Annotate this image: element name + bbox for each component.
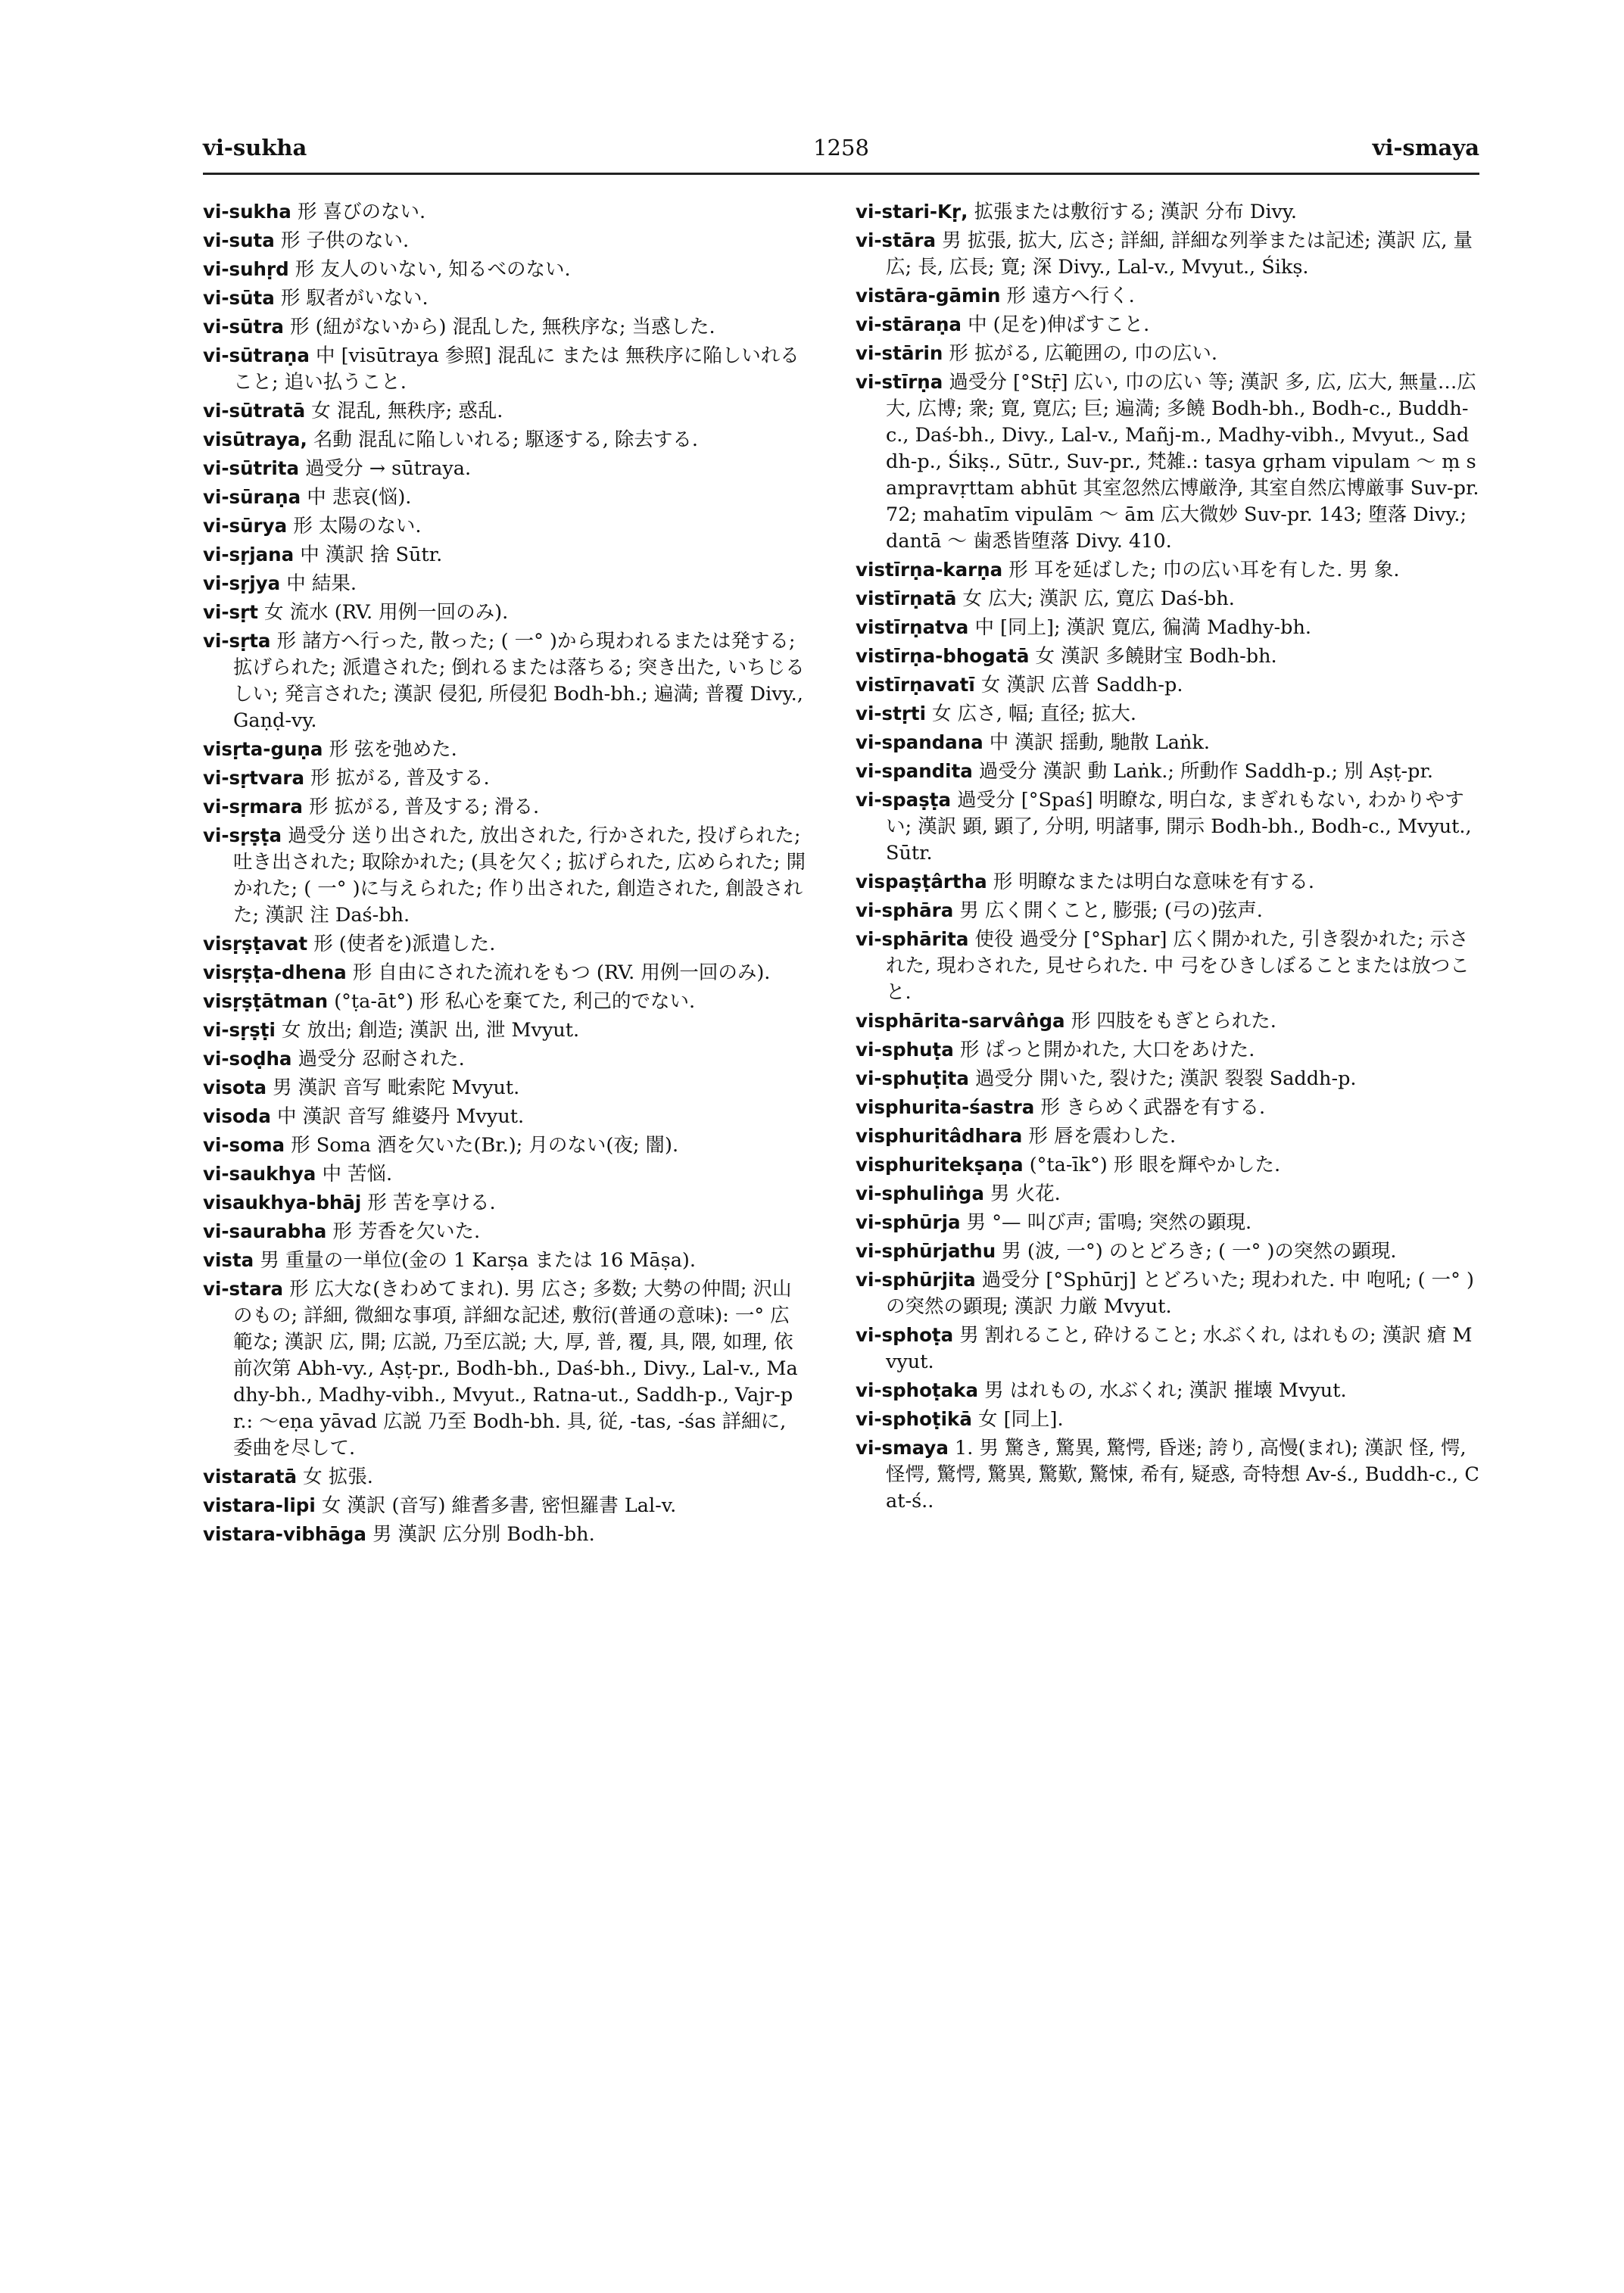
entry-headword: vistara-vibhāga	[203, 1523, 366, 1545]
dictionary-entry	[203, 1521, 809, 1548]
entry-headword: vistaratā	[203, 1466, 298, 1488]
left-column	[203, 198, 809, 2257]
dictionary-entry	[203, 1218, 809, 1245]
dictionary-entry	[203, 628, 809, 734]
dictionary-entry	[203, 313, 809, 341]
entry-headword: vi-sphūrjathu	[856, 1240, 996, 1262]
page-header	[203, 135, 1479, 175]
dictionary-entry	[856, 1377, 1481, 1404]
dictionary-entry	[203, 484, 809, 511]
entry-headword: vi-sṛmara	[203, 796, 303, 818]
entry-headword: visoda	[203, 1105, 271, 1127]
dictionary-entry	[856, 282, 1481, 310]
entry-headword: vistīrṇatā	[856, 587, 957, 609]
entry-headword: visphuritekṣaṇa	[856, 1154, 1024, 1176]
entry-definition: 女 漢訳 (音写) 維耆多書, 密怛羅書 Lal-v.	[321, 1494, 677, 1517]
dictionary-entry	[203, 793, 809, 821]
dictionary-entry	[856, 1266, 1481, 1320]
dictionary-entry	[203, 541, 809, 569]
dictionary-entry	[856, 311, 1481, 338]
entry-definition: 女 拡張.	[303, 1466, 373, 1488]
dictionary-entry	[203, 256, 809, 283]
entry-definition: 形 唇を震わした.	[1028, 1125, 1177, 1148]
entry-definition: 形 明瞭なまたは明白な意味を有する.	[993, 871, 1314, 893]
entry-definition: 形 諸方へ行った, 散った; ( 一° )から現われるまたは発する; 拡げられた; 派遣された; 倒れるまたは落ちる; 突き出た, いちじるしい; 発言された; 漢訳 侵犯, 所侵犯 Bodh-bh.; 遍満; 普覆 Divy., Gaṇḍ-vy.	[233, 630, 805, 732]
dictionary-entry	[856, 1406, 1481, 1433]
entry-headword: visūtraya,	[203, 428, 307, 450]
entry-definition: (°ta-īk°) 形 眼を輝やかした.	[1029, 1154, 1281, 1176]
entry-headword: vi-sūtratā	[203, 400, 306, 422]
dictionary-entry	[856, 1151, 1481, 1179]
entry-headword: vi-sphāra	[856, 899, 954, 921]
dictionary-entry	[856, 227, 1481, 281]
entry-headword: vistāra-gāmin	[856, 285, 1001, 307]
entry-headword: vi-suhṛd	[203, 258, 289, 280]
entry-definition: 過受分 → sūtraya.	[305, 457, 472, 480]
entry-definition: 女 放出; 創造; 漢訳 出, 泄 Mvyut.	[282, 1019, 580, 1042]
entry-headword: vi-sṛṣṭi	[203, 1019, 276, 1041]
entry-definition: 形 馭者がいない.	[280, 287, 429, 310]
right-column	[856, 198, 1481, 2257]
dictionary-entry	[856, 1322, 1481, 1375]
entry-definition: 過受分 忍耐された.	[298, 1048, 465, 1070]
entry-definition: 中 結果.	[286, 572, 357, 595]
entry-headword: visṛṣṭa-dhena	[203, 961, 347, 983]
dictionary-entry	[856, 1036, 1481, 1064]
entry-definition: 男 (波, 一°) のとどろき; ( 一° )の突然の顕現.	[1002, 1240, 1397, 1263]
entry-definition: (°ṭa-āt°) 形 私心を棄てた, 利己的でない.	[334, 990, 696, 1013]
entry-headword: vi-stārin	[856, 342, 943, 364]
page-number: 1258	[813, 135, 869, 160]
entry-definition: 名動 混乱に陥しいれる; 駆逐する, 除去する.	[313, 428, 699, 451]
entry-headword: vi-sphoṭikā	[856, 1408, 972, 1430]
entry-headword: visphuritâdhara	[856, 1125, 1023, 1147]
entry-headword: vi-sphuṭita	[856, 1067, 969, 1089]
dictionary-entry	[203, 1017, 809, 1044]
entry-definition: 中 漢訳 揺動, 馳散 Laṅk.	[989, 731, 1210, 754]
entry-headword: vistīrṇavatī	[856, 674, 975, 696]
entry-definition: 形 苦を享ける.	[367, 1192, 496, 1214]
entry-definition: 1. 男 驚き, 驚異, 驚愕, 昏迷; 誇り, 高慢(まれ); 漢訳 怪, 愕, 怪愕, 驚愕, 驚異, 驚歎, 驚悚, 希有, 疑惑, 奇特想 Av-ś., Buddh-c., Cat-ś..	[886, 1437, 1479, 1513]
entry-headword: vista	[203, 1249, 254, 1271]
dictionary-entry	[203, 930, 809, 958]
dictionary-entry	[856, 1238, 1481, 1265]
dictionary-entry	[856, 1180, 1481, 1207]
dictionary-entry	[856, 671, 1481, 699]
entry-definition: 女 漢訳 広普 Saddh-p.	[980, 674, 1183, 696]
entry-definition: 中 漢訳 音写 維婆丹 Mvyut.	[276, 1105, 525, 1128]
entry-definition: 過受分 漢訳 動 Laṅk.; 所動作 Saddh-p.; 別 Aṣṭ-pr.	[978, 760, 1433, 783]
entry-headword: vistīrṇatva	[856, 616, 969, 638]
entry-headword: vi-stara	[203, 1278, 283, 1300]
dictionary-entry	[856, 614, 1481, 641]
entry-headword: vi-stṛti	[856, 703, 927, 724]
entry-definition: 形 Soma 酒を欠いた(Br.); 月のない(夜; 闇).	[291, 1134, 679, 1157]
entry-definition: 男 重量の一単位(金の 1 Karṣa または 16 Māṣa).	[260, 1249, 696, 1272]
entry-definition: 形 太陽のない.	[293, 515, 422, 537]
entry-headword: visṛṣṭavat	[203, 933, 308, 955]
entry-definition: 男 拡張, 拡大, 広さ; 詳細, 詳細な列挙または記述; 漢訳 広, 量広; 長, 広長; 寛; 深 Divy., Lal-v., Mvyut., Śikṣ.	[886, 229, 1473, 279]
entry-headword: vi-saukhya	[203, 1163, 316, 1185]
entry-definition: 形 きらめく武器を有する.	[1040, 1096, 1266, 1119]
dictionary-entry	[203, 1247, 809, 1274]
entry-definition: 過受分 送り出された, 放出された, 行かされた, 投げられた; 吐き出された; 取除かれた; (具を欠く; 拡げられた, 広められた; 開かれた; ( 一° )に与えられた; 作り出された, 創造された, 創設された; 漢訳 注 Daś-bh.	[233, 824, 806, 927]
dictionary-entry	[856, 868, 1481, 896]
entry-definition: 女 広さ, 幅; 直径; 拡大.	[932, 703, 1136, 725]
entry-headword: vistīrṇa-bhogatā	[856, 645, 1030, 667]
entry-definition: 形 子供のない.	[280, 229, 410, 252]
entry-headword: vistara-lipi	[203, 1494, 316, 1516]
dictionary-entry	[856, 1435, 1481, 1515]
entry-headword: vi-sṛjya	[203, 572, 281, 594]
entry-definition: 男 広く開くこと, 膨張; (弓の)弦声.	[959, 899, 1263, 922]
entry-definition: 過受分 [°Spaś] 明瞭な, 明白な, まぎれもない, わかりやすい; 漢訳 顕, 顕了, 分明, 明諸事, 開示 Bodh-bh., Bodh-c., Mvyut., Sūtr.	[886, 789, 1472, 865]
entry-definition: 男 火花.	[990, 1182, 1061, 1205]
entry-headword: vi-spandana	[856, 731, 983, 753]
entry-definition: 形 芳香を欠いた.	[332, 1220, 481, 1243]
dictionary-entry	[856, 729, 1481, 756]
entry-definition: 女 広大; 漢訳 広, 寛広 Daś-bh.	[962, 587, 1235, 610]
entry-definition: 男 はれもの, 水ぶくれ; 漢訳 摧壊 Mvyut.	[984, 1379, 1347, 1402]
entry-definition: 女 混乱, 無秩序; 惑乱.	[311, 400, 503, 422]
entry-definition: 過受分 [°Sphūrj] とどろいた; 現われた. 中 咆吼; ( 一° ) の突然の顕現; 漢訳 力厳 Mvyut.	[886, 1269, 1474, 1318]
entry-headword: vi-sṛjana	[203, 544, 295, 565]
dictionary-entry	[203, 570, 809, 597]
header-left-guideword: vi-sukha	[203, 135, 307, 160]
dictionary-entry	[856, 700, 1481, 727]
dictionary-entry	[203, 765, 809, 792]
dictionary-entry	[856, 585, 1481, 612]
entry-definition: 形 四肢をもぎとられた.	[1071, 1010, 1276, 1033]
dictionary-entry	[856, 926, 1481, 1006]
entry-headword: vi-sukha	[203, 201, 291, 223]
entry-headword: vi-sṛta	[203, 630, 271, 652]
dictionary-entry	[856, 198, 1481, 226]
dictionary-entry	[203, 736, 809, 763]
dictionary-entry	[203, 988, 809, 1015]
entry-definition: 形 耳を延ばした; 巾の広い耳を有した. 男 象.	[1008, 559, 1400, 581]
entry-definition: 男 漢訳 広分別 Bodh-bh.	[372, 1523, 595, 1546]
entry-headword: vi-sphūrja	[856, 1211, 961, 1233]
entry-definition: 形 広大な(きわめてまれ). 男 広さ; 多数; 大勢の仲間; 沢山のもの; 詳細, 微細な事項, 詳細な記述, 敷衍(普通の意味): 一° 広範な; 漢訳 広, 開; 広説, 乃至広説; 大, 厚, 普, 覆, 具, 隈, 如理, 依前次第 Abh-vy., Aṣṭ-pr., Bodh-bh., Daś-bh., Divy., Lal-v., Madhy-bh., Madhy-vibh., Mvyut., Ratna-ut., Saddh-p., Vajr-pr.: ～eṇa yāvad 広説 乃至 Bodh-bh. 具, 従, -tas, -śas 詳細に, 委曲を尽して.	[233, 1278, 798, 1460]
dictionary-entry	[203, 959, 809, 986]
dictionary-entry	[856, 1123, 1481, 1150]
dictionary-entry	[203, 227, 809, 254]
entry-definition: 形 自由にされた流れをもつ (RV. 用例一回のみ).	[352, 961, 771, 984]
entry-headword: vi-soḍha	[203, 1048, 292, 1070]
entry-headword: vi-sṛtvara	[203, 767, 305, 789]
dictionary-entry	[203, 426, 809, 453]
entry-headword: vi-sphārita	[856, 928, 969, 950]
dictionary-entry	[203, 198, 809, 226]
entry-headword: visṛṣṭātman	[203, 990, 329, 1012]
dictionary-entry	[203, 397, 809, 425]
dictionary-entry	[856, 1209, 1481, 1236]
entry-headword: vi-suta	[203, 229, 275, 251]
entry-definition: 中 (足を)伸ばすこと.	[968, 313, 1150, 336]
entry-headword: vi-soma	[203, 1134, 285, 1156]
entry-headword: vi-spaṣṭa	[856, 789, 952, 811]
dictionary-entry	[856, 1094, 1481, 1121]
entry-definition: 女 [同上].	[977, 1408, 1064, 1431]
entry-headword: visota	[203, 1076, 267, 1098]
dictionary-entry	[203, 1463, 809, 1491]
entry-headword: vi-sphoṭaka	[856, 1379, 979, 1401]
entry-headword: visaukhya-bhāj	[203, 1192, 362, 1213]
dictionary-entry	[203, 1276, 809, 1462]
entry-headword: vi-sṛṣṭa	[203, 824, 282, 846]
dictionary-entry	[203, 1492, 809, 1519]
entry-definition: 女 漢訳 多饒財宝 Bodh-bh.	[1035, 645, 1277, 668]
entry-headword: vi-saurabha	[203, 1220, 327, 1242]
entry-headword: vi-stāra	[856, 229, 936, 251]
entry-definition: 男 割れること, 砕けること; 水ぶくれ, はれもの; 漢訳 瘡 Mvyut.	[886, 1324, 1473, 1373]
entry-headword: visṛta-guṇa	[203, 738, 323, 760]
dictionary-entry	[856, 340, 1481, 367]
dictionary-entry	[856, 758, 1481, 785]
entry-headword: vi-sūta	[203, 287, 275, 309]
dictionary-entry	[203, 822, 809, 929]
entry-headword: vi-sūtrita	[203, 457, 299, 479]
entry-headword: visphārita-sarvâṅga	[856, 1010, 1065, 1032]
entry-headword: visphurita-śastra	[856, 1096, 1035, 1118]
entry-definition: 形 拡がる, 広範囲の, 巾の広い.	[949, 342, 1218, 365]
entry-definition: 男 漢訳 音写 毗索陀 Mvyut.	[273, 1076, 520, 1099]
dictionary-entry	[203, 1103, 809, 1130]
dictionary-entry	[203, 1045, 809, 1073]
dictionary-entry	[203, 342, 809, 396]
entry-definition: 形 友人のいない, 知るべのない.	[295, 258, 571, 281]
entry-definition: 過受分 [°Stṝ] 広い, 巾の広い 等; 漢訳 多, 広, 広大, 無量…広大, 広博; 衆; 寛, 寛広; 巨; 遍満; 多饒 Bodh-bh., Bodh-c., Buddh-c., Daś-bh., Divy., Lal-v., Mañj-m., Madhy-vibh., Mvyut., Saddh-p., Śikṣ., Sūtr., Suv-pr., 梵雑.: tasya gṛham vipulam ～ ṃ sampravṛttam abhūt 其室忽然広博厳浄, 其室自然広博厳事 Suv-pr. 72; mahatīm vipulām ～ ām 広大微妙 Suv-pr. 143; 堕落 Divy.; dantā ～ 歯悉皆堕落 Divy. 410.	[886, 371, 1479, 553]
entry-headword: vi-sphoṭa	[856, 1324, 954, 1346]
header-right-guideword: vi-smaya	[1372, 135, 1479, 160]
dictionary-entry	[856, 897, 1481, 924]
entry-definition: 女 流水 (RV. 用例一回のみ).	[264, 601, 509, 624]
entry-definition: 男 °— 叫び声; 雷鳴; 突然の顕現.	[966, 1211, 1252, 1234]
entry-headword: vi-stāraṇa	[856, 313, 962, 335]
entry-headword: vi-sūrya	[203, 515, 288, 537]
dictionary-entry	[856, 369, 1481, 555]
entry-definition: 形 (紐がないから) 混乱した, 無秩序な; 当惑した.	[290, 316, 715, 338]
entry-headword: vi-sphuṭa	[856, 1039, 954, 1061]
dictionary-entry	[203, 512, 809, 540]
entry-headword: vi-sṛt	[203, 601, 258, 623]
dictionary-entry	[203, 285, 809, 312]
entry-definition: 使役 過受分 [°Sphar] 広く開かれた, 引き裂かれた; 示された, 現わされた, 見せられた. 中 弓をひきしぼることまたは放つこと.	[886, 928, 1470, 1004]
entry-headword: vi-sūtraṇa	[203, 344, 310, 366]
dictionary-entry	[856, 556, 1481, 584]
entry-definition: 形 弦を弛めた.	[329, 738, 457, 761]
entry-definition: 形 拡がる, 普及する; 滑る.	[309, 796, 540, 818]
dictionary-entry	[203, 455, 809, 482]
dictionary-entry	[856, 643, 1481, 670]
entry-definition: 形 ぱっと開かれた, 大口をあけた.	[959, 1039, 1255, 1061]
dictionary-entry	[203, 599, 809, 626]
entry-headword: vi-sphūrjita	[856, 1269, 976, 1291]
entry-definition: 形 拡がる, 普及する.	[310, 767, 490, 790]
dictionary-entry	[856, 1008, 1481, 1035]
dictionary-entry	[856, 787, 1481, 867]
entry-headword: vi-sūraṇa	[203, 486, 301, 508]
entry-definition: 過受分 開いた, 裂けた; 漢訳 裂裂 Saddh-p.	[975, 1067, 1357, 1090]
dictionary-entry	[856, 1065, 1481, 1092]
entry-definition: 中 [同上]; 漢訳 寛広, 徧満 Madhy-bh.	[974, 616, 1312, 639]
entry-headword: vispaṣṭârtha	[856, 871, 987, 893]
dictionary-entry	[203, 1074, 809, 1101]
dictionary-entry	[203, 1189, 809, 1217]
entry-headword: vi-stari-Kṛ,	[856, 201, 968, 223]
entry-headword: vi-spandita	[856, 760, 973, 782]
entry-headword: vi-sphuliṅga	[856, 1182, 984, 1204]
entry-headword: vi-sūtra	[203, 316, 284, 338]
entry-definition: 拡張または敷衍する; 漢訳 分布 Divy.	[974, 201, 1298, 223]
entry-definition: 形 遠方へ行く.	[1006, 285, 1135, 307]
entry-definition: 中 [visūtraya 参照] 混乱に または 無秩序に陥しいれること; 追い払うこと.	[233, 344, 800, 394]
entry-definition: 中 漢訳 捨 Sūtr.	[300, 544, 443, 566]
dictionary-entry	[203, 1132, 809, 1159]
dictionary-entry	[203, 1161, 809, 1188]
entry-definition: 形 (使者を)派遣した.	[313, 933, 496, 955]
entry-headword: vi-smaya	[856, 1437, 949, 1459]
entry-definition: 中 悲哀(悩).	[307, 486, 412, 509]
entry-headword: vistīrṇa-karṇa	[856, 559, 1003, 581]
entry-definition: 形 喜びのない.	[297, 201, 426, 223]
entry-headword: vi-stīrṇa	[856, 371, 943, 393]
entry-definition: 中 苦悩.	[322, 1163, 393, 1185]
